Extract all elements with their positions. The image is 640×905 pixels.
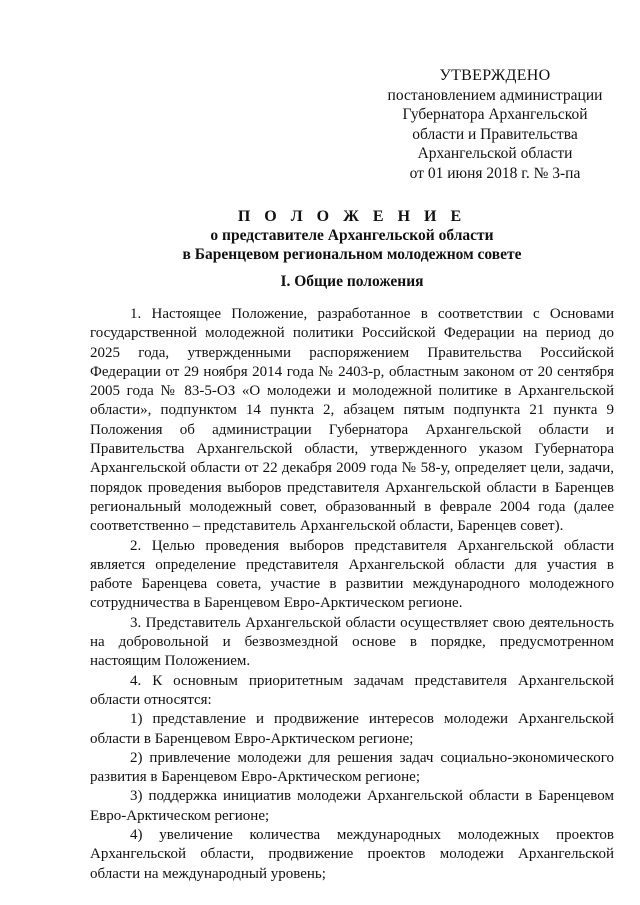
- approval-line: Губернатора Архангельской: [402, 106, 588, 123]
- approval-line: постановлением администрации: [387, 86, 603, 104]
- paragraph: 2. Целью проведения выборов представителя Архангельской области является определение представителя Архангельской области для участия в работе Баренцева совета, участие в развитии международного молодежного сотрудничества в Баренцевом Евро-Арктическом регионе.: [90, 537, 614, 612]
- paragraph: 1. Настоящее Положение, разработанное в соответствии с Основами государственной молодежной политики Российской Федерации на период до 2025 года, утвержденными распоряжением Правительства Российской Федерации от 29 ноября 2014 года № 2403-р, областным законом от 20 сентября 2005 года № 83-5-ОЗ «О молодежи и молодежной политике в Архангельской области», подпунктом 14 пункта 2, абзацем пятым подпункта 21 пункта 9 Положения об администрации Губернатора Архангельской области и Правительства Архангельской области, утвержденного указом Губернатора Архангельской области от 22 декабря 2009 года № 58-у, определяет цели, задачи, порядок проведения выборов представителя Архангельской области в Баренцев региональный молодежный совет, образованный в феврале 2004 года (далее соответственно – представитель Архангельской области, Баренцев совет).: [90, 306, 614, 535]
- approved-label: УТВЕРЖДЕНО: [439, 67, 551, 84]
- title-line: в Баренцевом региональном молодежном совете: [182, 246, 522, 263]
- paragraph: 4) увеличение количества международных молодежных проектов Архангельской области, продвижение проектов молодежи Архангельской области на международный уровень;: [90, 827, 614, 882]
- title-line: о представителе Архангельской области: [210, 227, 494, 244]
- paragraph: 3. Представитель Архангельской области осуществляет свою деятельность на добровольной и безвозмездной основе в порядке, предусмотренном настоящим Положением.: [90, 614, 614, 670]
- paragraph: 2) привлечение молодежи для решения задач социально-экономического развития в Баренцевом Евро-Арктическом регионе;: [90, 749, 614, 786]
- approval-line: Архангельской области: [417, 145, 573, 162]
- approval-stamp: [380, 66, 610, 183]
- section-heading: I. Общие положения: [280, 273, 424, 290]
- document-title: [90, 207, 614, 264]
- paragraph: 1) представление и продвижение интересов молодежи Архангельской области в Баренцевом Евро-Арктическом регионе;: [90, 711, 614, 747]
- paragraph: 3) поддержка инициатив молодежи Архангельской области в Баренцевом Евро-Арктическом регионе;: [90, 788, 614, 824]
- document-type: П О Л О Ж Е Н И Е: [237, 208, 467, 225]
- approval-line: области и Правительства: [412, 125, 578, 143]
- approval-line: от 01 июня 2018 г. № 3-па: [409, 164, 581, 182]
- paragraph: 4. К основным приоритетным задачам представителя Архангельской области относятся:: [90, 672, 614, 708]
- document-body: [90, 305, 614, 884]
